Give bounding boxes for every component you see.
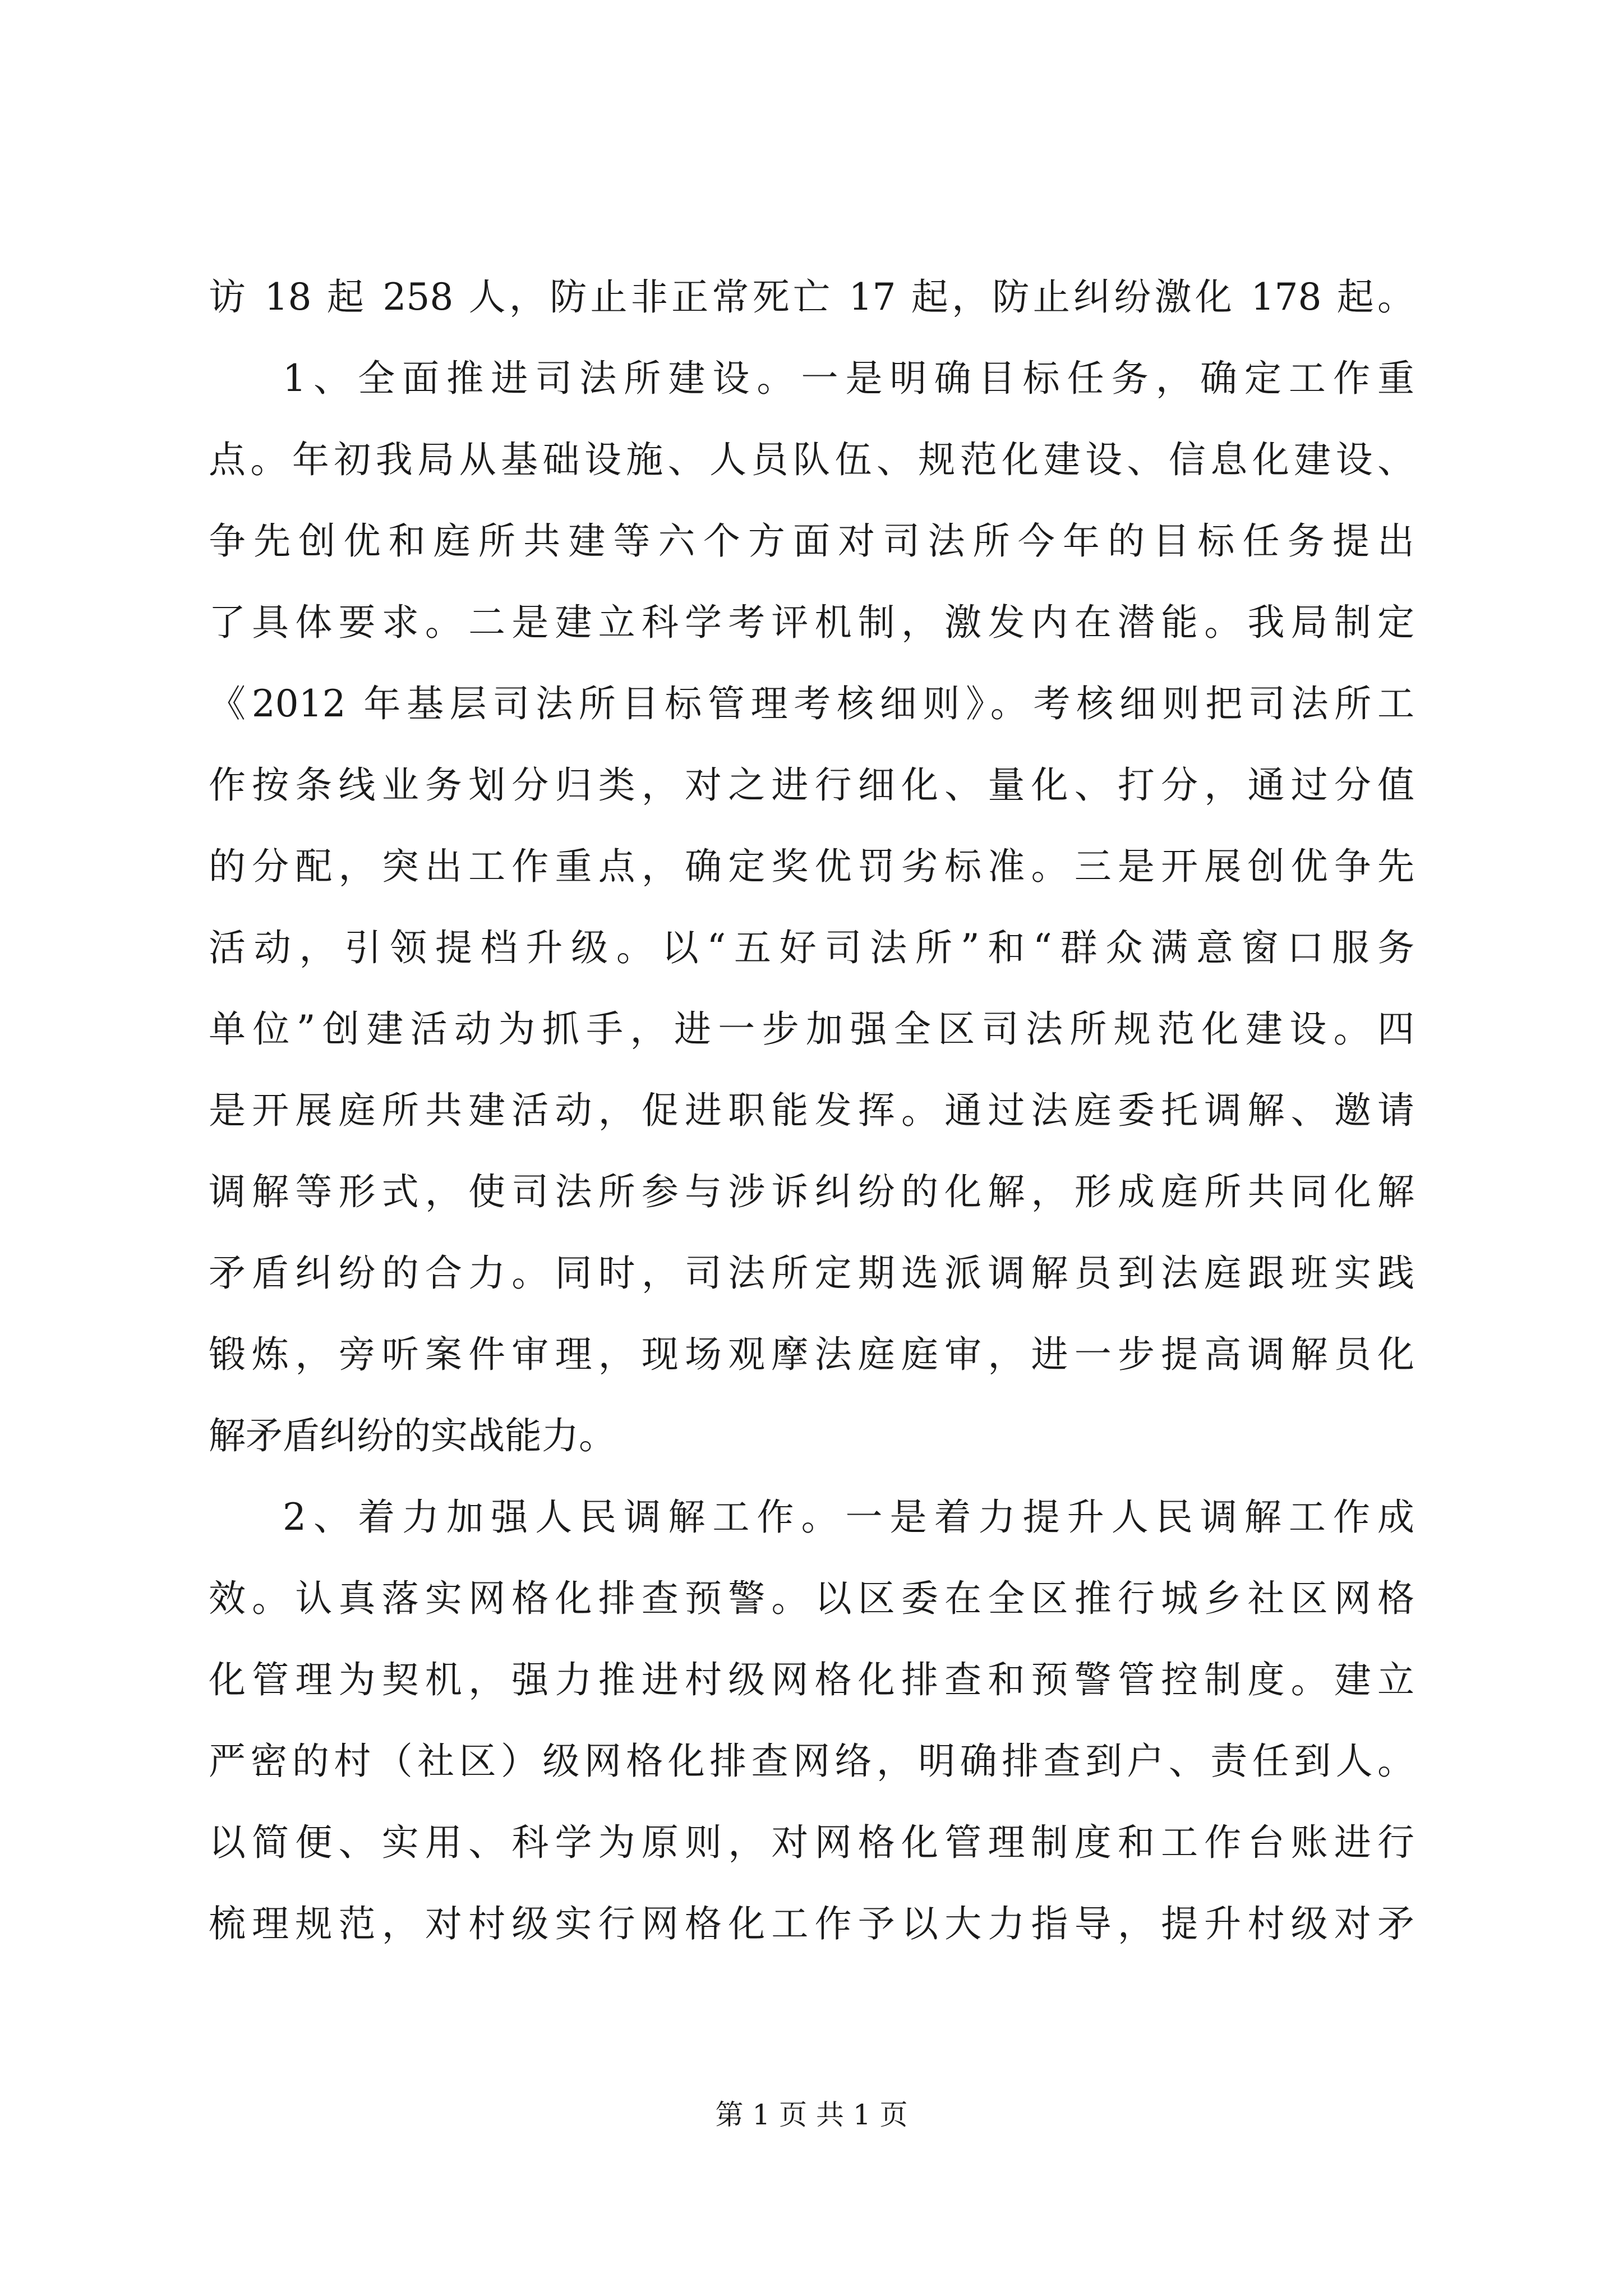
paragraph-start-line: 2、着力加强人民调解工作。一是着力提升人民调解工作成 [283,1496,1414,1539]
text-line: 化管理为契机，强力推进村级网格化排查和预警管控制度。建立 [209,1658,1414,1701]
text-line: 矛盾纠纷的合力。同时，司法所定期选派调解员到法庭跟班实践 [209,1251,1414,1295]
text-line: 效。认真落实网格化排查预警。以区委在全区推行城乡社区网格 [209,1577,1414,1620]
text-line: 以简便、实用、科学为原则，对网格化管理制度和工作台账进行 [209,1821,1414,1864]
text-line: 点。年初我局从基础设施、人员队伍、规范化建设、信息化建设、 [209,438,1414,481]
text-line: 《2012 年基层司法所目标管理考核细则》。考核细则把司法所工 [209,682,1414,725]
paragraph-start-line: 1、全面推进司法所建设。一是明确目标任务，确定工作重 [283,357,1414,400]
text-line: 单位”创建活动为抓手，进一步加强全区司法所规范化建设。四 [209,1007,1414,1051]
text-line: 作按条线业务划分归类，对之进行细化、量化、打分，通过分值 [209,763,1414,807]
text-line: 了具体要求。二是建立科学考评机制，激发内在潜能。我局制定 [209,601,1414,644]
text-line: 访 18 起 258 人，防止非正常死亡 17 起，防止纠纷激化 178 起。 [209,275,1414,319]
text-line: 锻炼，旁听案件审理，现场观摩法庭庭审，进一步提高调解员化 [209,1333,1414,1376]
text-line: 活动，引领提档升级。以“五好司法所”和“群众满意窗口服务 [209,926,1414,969]
text-line: 梳理规范，对村级实行网格化工作予以大力指导，提升村级对矛 [209,1902,1414,1945]
text-line: 严密的村（社区）级网格化排查网络，明确排查到户、责任到人。 [209,1740,1414,1783]
paragraph-end-line: 解矛盾纠纷的实战能力。 [209,1414,616,1457]
text-line: 调解等形式，使司法所参与涉诉纠纷的化解，形成庭所共同化解 [209,1170,1414,1213]
text-line: 争先创优和庭所共建等六个方面对司法所今年的目标任务提出 [209,519,1414,563]
text-line: 的分配，突出工作重点，确定奖优罚劣标准。三是开展创优争先 [209,845,1414,888]
page-footer: 第 1 页 共 1 页 [715,2099,908,2131]
text-line: 是开展庭所共建活动，促进职能发挥。通过法庭委托调解、邀请 [209,1089,1414,1132]
